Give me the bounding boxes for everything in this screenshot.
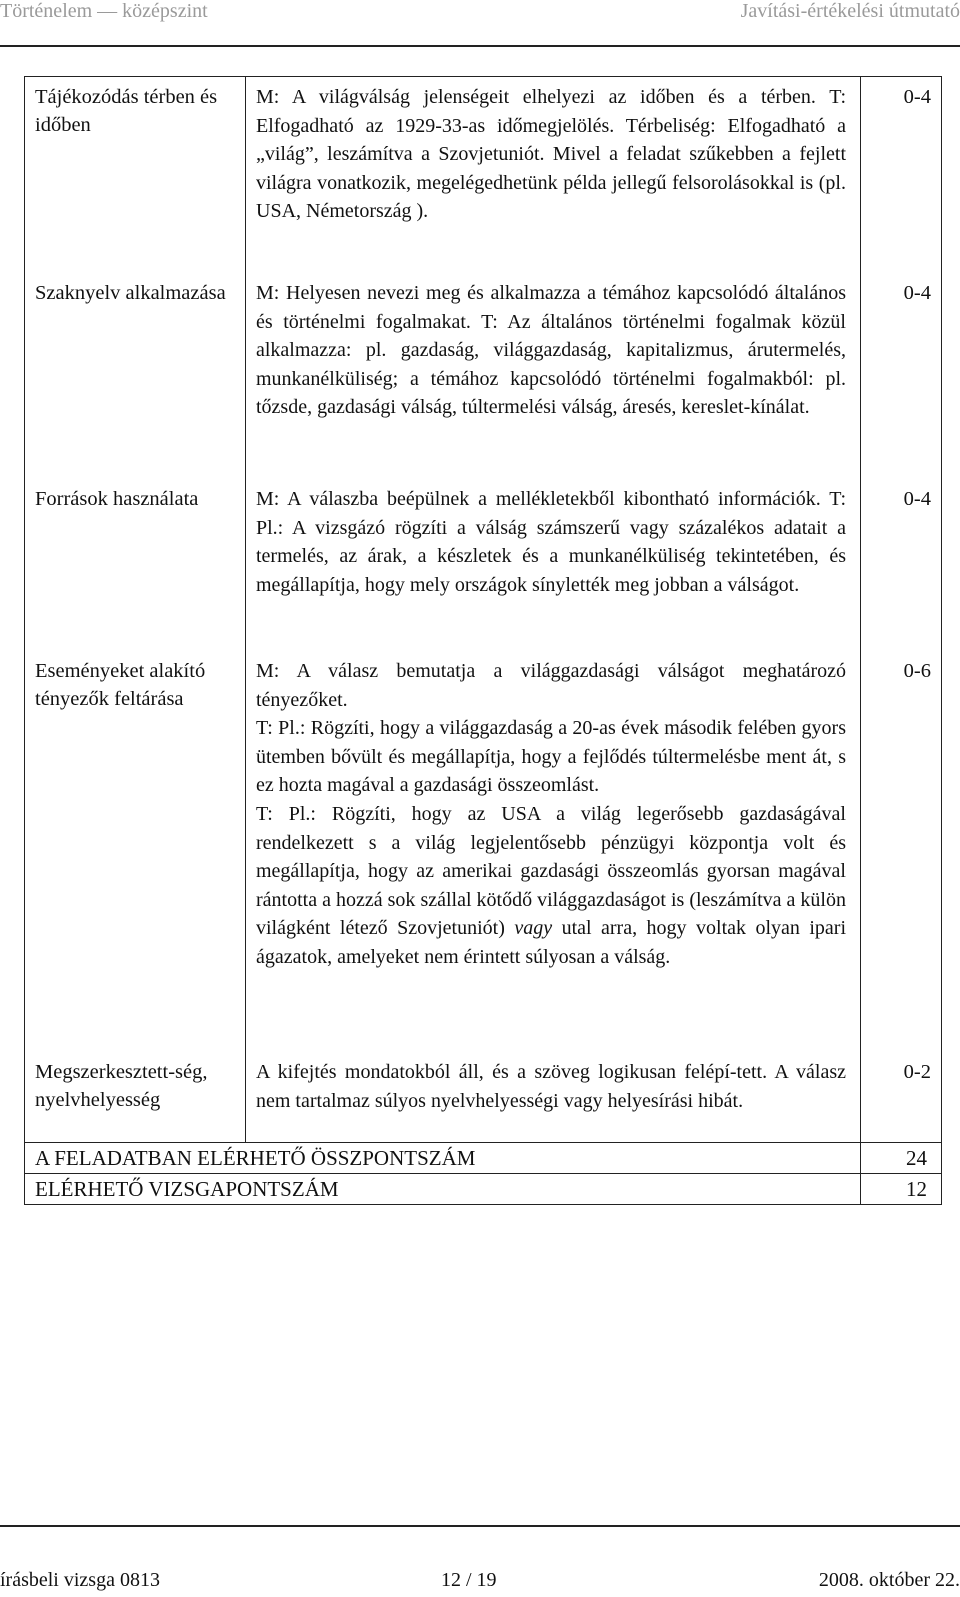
total-value: 24 [861, 1143, 942, 1174]
criterion-points: 0-4 [861, 77, 942, 274]
criterion-label: Szaknyelv alkalmazása [25, 273, 246, 479]
table-row [25, 1052, 942, 1143]
table-row [25, 273, 942, 479]
example-paragraph: T: Pl.: Rögzíti, hogy a világgazdaság a 20-as évek második felében gyors ütemben bővült és megállapítja, hogy a fejlődés túltermelésbe ment át, s ez hozta magával a gazdasági összeomlást. [256, 717, 846, 797]
footer-page-number: 12 / 19 [441, 1569, 497, 1591]
total-label: ELÉRHETŐ VIZSGAPONTSZÁM [25, 1174, 861, 1205]
example-paragraph: T: Pl.: Rögzíti, hogy az USA a világ legerősebb gazdaságával rendelkezett s a világ legjelentősebb pénzügyi központja volt és megállapítja, hogy az amerikai gazdasági összeomlás gyorsan magával rántotta a hozzá sok szállal kötődő világgazdaságot is (leszámítva a külön világként létező Szovjetuniót) vagy utal arra, hogy voltak olyan ipari ágazatok, amelyeket nem érintett súlyosan a válság. [256, 802, 847, 968]
criterion-label: Tájékozódás térben és időben [25, 77, 246, 274]
total-row [25, 1143, 942, 1174]
criterion-label: Megszerkesztett-ség, nyelvhelyesség [25, 1052, 246, 1143]
criterion-points: 0-4 [861, 479, 942, 651]
table-row [25, 651, 942, 1052]
criterion-description: M: Helyesen nevezi meg és alkalmazza a témához kapcsolódó általános és történelmi fogalmakat. T: Az általános történelmi fogalmak közül alkalmazza: pl. gazdaság, világgazdaság, kapitalizmus, árutermelés, munkanélküliség; a témához kapcsolódó történelmi fogalmakból: pl. tőzsde, gazdasági válság, túltermelési válság, áresés, kereslet-kínálat. [246, 273, 861, 479]
criterion-description: M: A válaszba beépülnek a mellékletekből kibontható információk. T: Pl.: A vizsgázó rögzíti a válság számszerű vagy százalékos adatait a termelés, az árak, a készletek és a munkanélküliség tekintetében, és megállapítja, hogy mely országok sínylették meg jobban a válságot. [246, 479, 861, 651]
scoring-table [24, 76, 942, 1205]
table-row [25, 479, 942, 651]
criterion-label: Források használata [25, 479, 246, 651]
header-subject: Történelem — középszint [0, 0, 208, 22]
header-rule [0, 45, 960, 47]
footer-date: 2008. október 22. [818, 1569, 960, 1591]
criterion-main-statement: M: A válasz bemutatja a világgazdasági válságot meghatározó tényezőket. [256, 660, 846, 711]
total-row [25, 1174, 942, 1205]
table-row [25, 77, 942, 274]
total-label: A FELADATBAN ELÉRHETŐ ÖSSZPONTSZÁM [25, 1143, 861, 1174]
footer-rule [0, 1525, 960, 1527]
emphasis-or: vagy [514, 917, 553, 940]
total-value: 12 [861, 1174, 942, 1205]
criterion-description [246, 651, 861, 1052]
criterion-points: 0-2 [861, 1052, 942, 1143]
page-header [0, 0, 960, 48]
criterion-points: 0-4 [861, 273, 942, 479]
header-doc-type: Javítási-értékelési útmutató [740, 0, 960, 22]
criterion-description: M: A világválság jelenségeit elhelyezi az időben és a térben. T: Elfogadható az 1929-33-as időmegjelölés. Térbeliség: Elfogadható a „világ”, leszámítva a Szovjetuniót. Mivel a feladat szűkebben a fejlett világra vonatkozik, megelégedhetünk példa jellegű felsorolásokkal is (pl. USA, Németország ). [246, 77, 861, 274]
page-footer [0, 1525, 960, 1597]
criterion-label: Eseményeket alakító tényezők feltárása [25, 651, 246, 1052]
footer-exam-code: írásbeli vizsga 0813 [0, 1569, 160, 1591]
criterion-description: A kifejtés mondatokból áll, és a szöveg logikusan felépí-tett. A válasz nem tartalmaz súlyos nyelvhelyességi vagy helyesírási hibát. [246, 1052, 861, 1143]
criterion-points: 0-6 [861, 651, 942, 1052]
